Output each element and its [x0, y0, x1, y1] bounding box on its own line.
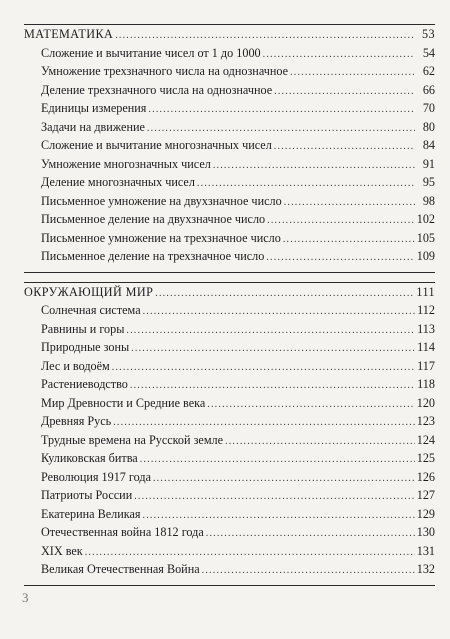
dot-leader: [153, 473, 415, 484]
toc-entry-page: 124: [416, 432, 435, 447]
toc-entry: [24, 138, 435, 157]
toc-entry-title: Патриоты России: [41, 488, 133, 502]
dot-leader: [113, 417, 415, 428]
toc-entry-title: Умножение многозначных чисел: [41, 156, 211, 171]
toc-entry-title: Лес и водоём: [41, 358, 110, 373]
toc-entry-page: 112: [417, 303, 435, 317]
dot-leader: [290, 67, 415, 78]
toc-entry: [24, 194, 435, 213]
dot-leader: [131, 343, 415, 354]
toc-entry-page: 66: [422, 82, 435, 97]
toc-entry: [24, 414, 435, 433]
section-math: [24, 24, 435, 273]
toc-entry-title: Задачи на движение: [41, 119, 145, 134]
toc-entry-title: Равнины и горы: [41, 321, 125, 336]
toc-entry: [24, 322, 435, 341]
dot-leader: [147, 123, 415, 134]
toc-entry: [24, 377, 435, 396]
toc-entry-page: 84: [422, 138, 435, 152]
toc-entry: [24, 433, 435, 452]
toc-entry-page: 120: [416, 395, 435, 410]
toc-entry: [24, 303, 435, 322]
toc-entry: [24, 544, 435, 563]
toc-entry: [24, 157, 435, 176]
toc-entry-title: Революция 1917 года: [41, 469, 151, 484]
toc-entry-title: Умножение трехзначного числа на однозначное: [41, 64, 289, 78]
toc-entry-title: Отечественная война 1812 года: [41, 525, 204, 539]
section-rule-top: [24, 282, 435, 283]
toc-entry-page: 80: [422, 119, 435, 134]
dot-leader: [266, 252, 414, 263]
toc-entry-page: 113: [417, 321, 435, 336]
toc-entry-page: 91: [422, 156, 435, 171]
toc-entry-page: 114: [417, 340, 435, 354]
dot-leader: [134, 491, 415, 502]
dot-leader: [267, 215, 415, 226]
toc-entry: [24, 46, 435, 65]
toc-entry-title: Деление многозначных чисел: [41, 175, 195, 189]
toc-entry-page: 70: [422, 101, 435, 115]
dot-leader: [126, 325, 415, 336]
toc-heading: [24, 27, 435, 46]
dot-leader: [197, 178, 415, 189]
toc-entry-title: Трудные времена на Русской земле: [41, 432, 224, 447]
dot-leader: [115, 30, 415, 41]
dot-leader: [130, 380, 415, 391]
toc-entry-page: 54: [422, 45, 435, 60]
toc-heading-page: 53: [422, 27, 435, 41]
section-rule-top: [24, 24, 435, 25]
toc-entry-title: XIX век: [41, 543, 83, 558]
dot-leader: [274, 141, 415, 152]
dot-leader: [263, 49, 415, 60]
toc-entry-page: 102: [416, 212, 435, 226]
toc-entry-page: 131: [416, 543, 435, 558]
dot-leader: [148, 104, 415, 115]
toc-entry-page: 118: [417, 377, 435, 391]
toc-entry-page: 127: [416, 488, 435, 502]
toc-heading-page: 111: [416, 284, 435, 299]
toc-entry-page: 132: [416, 562, 435, 576]
toc-entry: [24, 175, 435, 194]
toc-entry-title: Письменное умножение на трехзначное число: [41, 230, 281, 245]
toc-entry-title: Мир Древности и Средние века: [41, 395, 206, 410]
toc-entry: [24, 396, 435, 415]
toc-entry: [24, 562, 435, 581]
toc-entry: [24, 488, 435, 507]
toc-heading-title: ОКРУЖАЮЩИЙ МИР: [24, 284, 154, 299]
toc-entry-title: Деление трехзначного числа на однозначное: [41, 82, 273, 97]
page-number: 3: [22, 590, 29, 605]
dot-leader: [206, 528, 415, 539]
dot-leader: [213, 160, 415, 171]
dot-leader: [274, 86, 415, 97]
toc-entry: [24, 249, 435, 268]
toc-entry: [24, 101, 435, 120]
toc-entry: [24, 231, 435, 250]
toc-entry-title: Письменное деление на двухзначное число: [41, 212, 266, 226]
toc-entry-page: 123: [416, 414, 435, 428]
dot-leader: [143, 510, 415, 521]
toc-entry: [24, 470, 435, 489]
toc-entry-page: 98: [422, 193, 435, 208]
toc-entry-title: Единицы измерения: [41, 101, 147, 115]
toc-entry-title: Солнечная система: [41, 303, 141, 317]
toc-entry-title: Древняя Русь: [41, 414, 112, 428]
toc-entry-title: Природные зоны: [41, 340, 130, 354]
toc-entry: [24, 64, 435, 83]
dot-leader: [85, 547, 415, 558]
toc-entry: [24, 120, 435, 139]
toc-entry-page: 130: [416, 525, 435, 539]
toc-entry-title: Растениеводство: [41, 377, 128, 391]
table-of-contents: [24, 24, 435, 586]
dot-leader: [283, 234, 415, 245]
toc-entry: [24, 359, 435, 378]
dot-leader: [155, 288, 414, 299]
toc-entry-title: Письменное умножение на двухзначное число: [41, 193, 282, 208]
toc-entry: [24, 525, 435, 544]
toc-entry-page: 129: [416, 506, 435, 521]
toc-entry-title: Екатерина Великая: [41, 506, 141, 521]
toc-entry-title: Сложение и вычитание чисел от 1 до 1000: [41, 45, 261, 60]
toc-entry-title: Сложение и вычитание многозначных чисел: [41, 138, 272, 152]
toc-heading-title: МАТЕМАТИКА: [24, 27, 114, 41]
toc-entry: [24, 451, 435, 470]
toc-entry-page: 125: [416, 451, 435, 465]
dot-leader: [207, 399, 414, 410]
toc-entry-page: 109: [416, 249, 435, 263]
toc-entry: [24, 340, 435, 359]
toc-entry: [24, 83, 435, 102]
section-world: [24, 282, 435, 586]
toc-entry: [24, 212, 435, 231]
toc-entry-title: Великая Отечественная Война: [41, 562, 200, 576]
toc-entry: [24, 507, 435, 526]
toc-entry-title: Письменное деление на трехзначное число: [41, 249, 265, 263]
toc-heading: [24, 285, 435, 304]
toc-entry-title: Куликовская битва: [41, 451, 138, 465]
toc-entry-page: 105: [416, 230, 435, 245]
section-rule-bottom: [24, 585, 435, 586]
toc-entry-page: 126: [416, 469, 435, 484]
dot-leader: [202, 565, 415, 576]
dot-leader: [140, 454, 415, 465]
section-rule-bottom: [24, 272, 435, 273]
dot-leader: [112, 362, 415, 373]
toc-entry-page: 117: [417, 358, 435, 373]
dot-leader: [284, 197, 415, 208]
toc-entry-page: 95: [422, 175, 435, 189]
toc-entry-page: 62: [422, 64, 435, 78]
dot-leader: [225, 436, 415, 447]
dot-leader: [143, 306, 415, 317]
